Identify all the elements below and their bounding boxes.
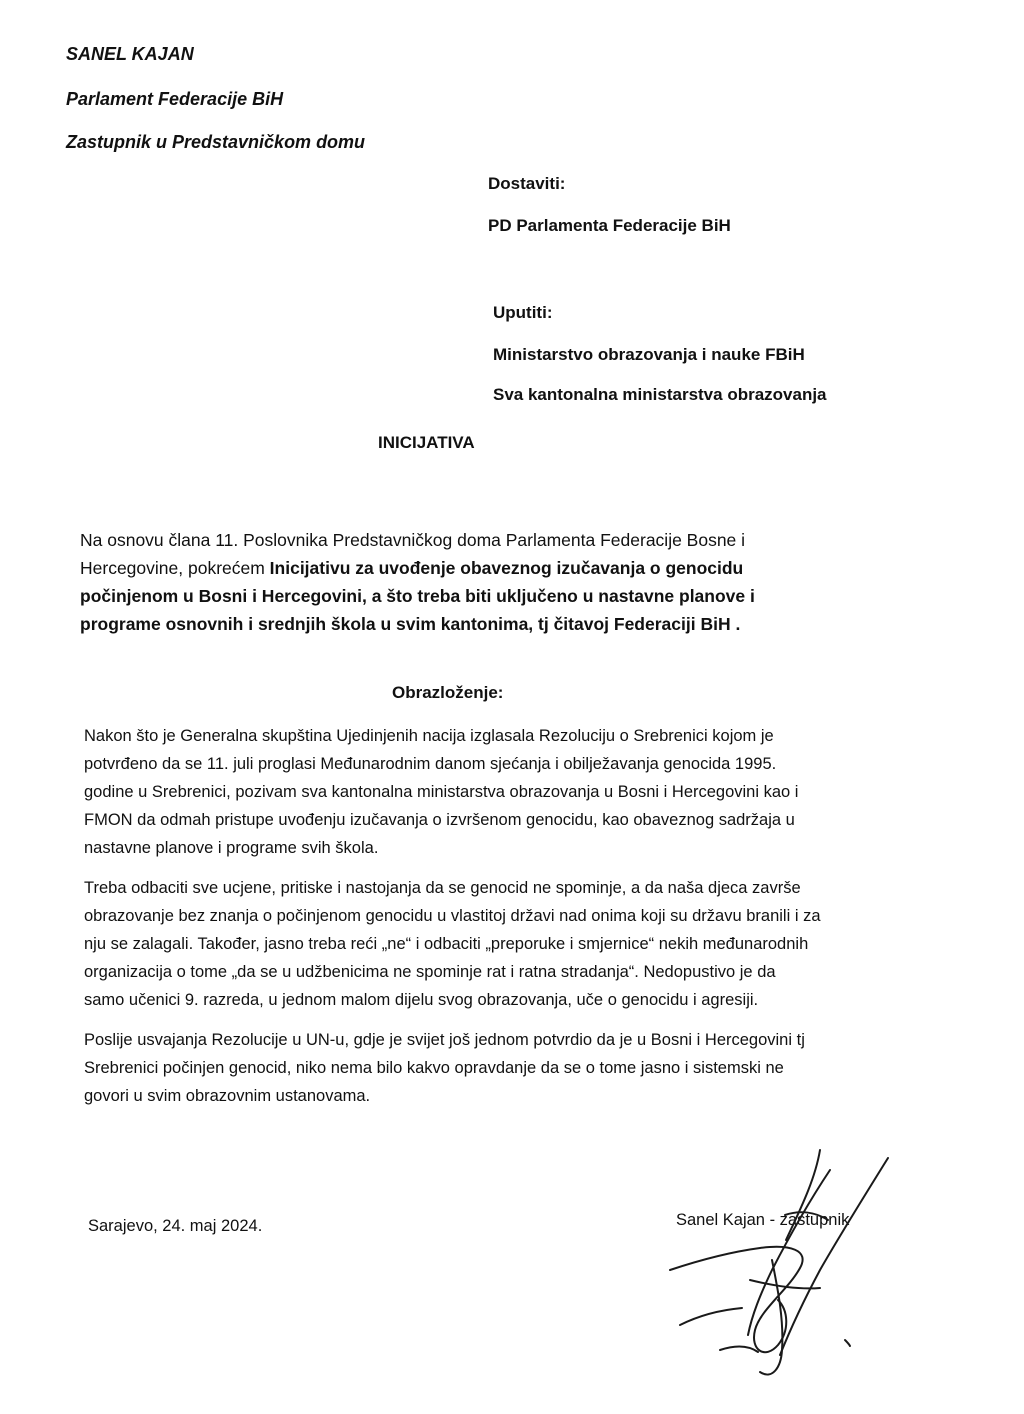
sender-institution: Parlament Federacije BiH	[66, 89, 284, 109]
paragraph-line: Srebrenici počinjen genocid, niko nema bilo kakvo opravdanje da se o tome jasno i sistemski ne	[84, 1059, 784, 1077]
paragraph-line: govori u svim obrazovnim ustanovama.	[84, 1087, 371, 1105]
reasoning-heading: Obrazloženje:	[392, 683, 504, 702]
reasoning-paragraph-2	[84, 874, 821, 1014]
forward-recipient: Ministarstvo obrazovanja i nauke FBiH	[493, 345, 805, 364]
reasoning-paragraph-1	[84, 722, 798, 862]
signature-block	[660, 1140, 920, 1390]
intro-line: programe osnovnih i srednjih škola u svim kantonima, tj čitavoj Federaciji BiH .	[80, 614, 741, 634]
paragraph-line: Treba odbaciti sve ucjene, pritiske i nastojanja da se genocid ne spominje, a da naša djeca završe	[84, 879, 801, 897]
intro-line: Na osnovu člana 11. Poslovnika Predstavničkog doma Parlamenta Federacije Bosne i	[80, 530, 746, 550]
paragraph-line: organizacija o tome „da se u udžbenicima ne spominje rat i ratna stradanja“. Nedopustivo je da	[84, 963, 776, 981]
intro-text: Hercegovine, pokrećem	[80, 558, 270, 578]
forward-label: Uputiti:	[493, 303, 553, 322]
sender-role: Zastupnik u Predstavničkom domu	[66, 132, 366, 152]
paragraph-line: obrazovanje bez znanja o počinjenom genocidu u vlastitoj državi nad onima koji su državu branili i za	[84, 907, 821, 925]
forward-recipient: Sva kantonalna ministarstva obrazovanja	[493, 385, 827, 404]
paragraph-line: potvrđeno da se 11. juli proglasi Međunarodnim danom sjećanja i obilježavanja genocida 1995.	[84, 755, 777, 773]
document-title: INICIJATIVA	[378, 433, 475, 452]
handwritten-signature	[660, 1140, 920, 1390]
intro-line	[80, 554, 755, 582]
paragraph-line: samo učenici 9. razreda, u jednom malom dijelu svog obrazovanja, uče o genocidu i agresiji.	[84, 991, 759, 1009]
paragraph-line: godine u Srebrenici, pozivam sva kantonalna ministarstva obrazovanja u Bosni i Hercegovini kao i	[84, 783, 799, 801]
deliver-recipient: PD Parlamenta Federacije BiH	[488, 216, 731, 235]
paragraph-line: Poslije usvajanja Rezolucije u UN-u, gdje je svijet još jednom potvrdio da je u Bosni i Hercegovini tj	[84, 1031, 805, 1049]
reasoning-paragraph-3	[84, 1026, 805, 1110]
initiative-name: Inicijativu za uvođenje obaveznog izučavanja o genocidu	[269, 558, 744, 578]
paragraph-line: nju se zalagali. Također, jasno treba reći „ne“ i odbaciti „preporuke i smjernice“ nekih međunarodnih	[84, 935, 809, 953]
place-date: Sarajevo, 24. maj 2024.	[88, 1217, 263, 1235]
deliver-label: Dostaviti:	[488, 174, 566, 193]
paragraph-line: FMON da odmah pristupe uvođenju izučavanja o izvršenom genocidu, kao obaveznog sadržaja u	[84, 811, 795, 829]
intro-paragraph	[80, 526, 755, 638]
signature-label: Sanel Kajan - zastupnik	[676, 1211, 850, 1229]
intro-line: počinjenom u Bosni i Hercegovini, a što treba biti uključeno u nastavne planove i	[80, 586, 755, 606]
sender-name: SANEL KAJAN	[66, 44, 194, 64]
paragraph-line: Nakon što je Generalna skupština Ujedinjenih nacija izglasala Rezoluciju o Srebrenici kojom je	[84, 727, 774, 745]
paragraph-line: nastavne planove i programe svih škola.	[84, 839, 379, 857]
